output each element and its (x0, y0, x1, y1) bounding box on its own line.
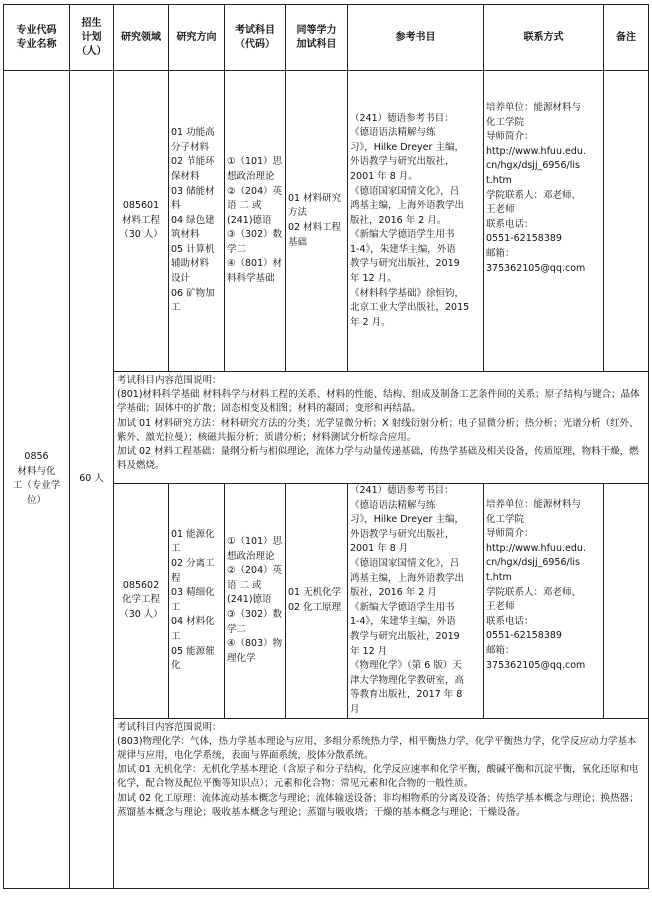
header-enrollment: 招生 计划 （人） (70, 5, 114, 71)
field-extra-subjects: 01 材料研究 方法 02 材料工程 基础 (286, 71, 348, 372)
field-row-085601 (4, 71, 649, 372)
major-code: 0856 (24, 451, 49, 463)
major-name-line: 位） (26, 494, 46, 506)
field-spec: 085601 材料工程 （30 人） (114, 71, 169, 372)
exam-scope-note: 考试科目内容范围说明： (803)物理化学：气体，热力学基本理论与应用，多组分系统热力学，相平衡热力学，化学平衡热力学，化学反应动力学基本规律与应用，电化学系统，表面与界面系统，胶体分散系统。 加试 01 无机化学：无机化学基本理论（含原子和分子结构，化学反应速率和化学平衡，酸碱平衡和沉淀平衡，氧化还原和电化学，配合物及配位平衡等知识点）；元素和化合物：常见元素和化合物的一般性质。 加试 02 化工原理：流体流动基本概念与理论；流体输送设备；非均相物系的分离及设备；传热学基本概念与理论；换热器；蒸馏基本概念与理论；吸收基本概念与理论；蒸馏与吸收塔；干燥的基本概念与理论；干燥设备。 (114, 718, 649, 888)
major-plan: 60 人 (70, 71, 114, 889)
field-subjects: ①（101）思 想政治理论 ②（204）英 语 二 或 (241)德语 ③（302）数 学二 ④（803）物 理化学 (225, 484, 286, 719)
exam-scope-note: 考试科目内容范围说明： (801)材料科学基础 材料科学与材料工程的关系、材料的性能、结构、组成及制备工艺条件间的关系；原子结构与键合；晶体学基础；固体中的扩散；固态相变及相图；材料的凝固；变形和再结晶。 加试 01 材料研究方法：材料研究方法的分类；光学显微分析；X 射线衍射分析；电子显微分析；热分析；光谱分析（红外、紫外、激光拉曼）；核磁共振分析；质谱分析；材料测试分析综合应用。 加试 02 材料工程基础：量纲分析与相似理论，流体力学与动量传递基础，传热学基础及相关设备，传质原理，物料干燥，燃料及燃烧。 (114, 372, 649, 484)
header-extra: 同等学力 加试科目 (286, 5, 348, 71)
field-reference-books: （241）德语参考书目： 《德语语法精解与练 习》，Hilke Dreyer 主编， 外语教学与研究出版社， 2001 年 8 月 《德语国家国情文化》，吕 鸿基主编，上海外语教学出 版社，2016 年 2 月 《新编大学德语学生用书 1-4》，朱建华主编，外语 教学与研究出版社，2019 年 12 月 《物理化学》（第 6 版）天 津大学物理化学教研室，高 等教育出版社，2017 年 8 月 (348, 484, 484, 719)
field-remark (604, 71, 649, 372)
admissions-table-wrapper (3, 4, 648, 889)
major-name-line: 材料与化 (17, 465, 56, 477)
field-extra-subjects: 01 无机化学 02 化工原理 (286, 484, 348, 719)
field-contact: 培养单位：能源材料与 化工学院 导师简介： http://www.hfuu.edu. cn/hgx/dsjj_6956/lis t.htm 学院联系人：邓老师、 王老师 联系电话： 0551-62158389 邮箱： 375362105@qq.com (484, 484, 604, 719)
major-name-line: 工（专业学 (12, 480, 61, 492)
header-code-name: 专业代码 专业名称 (4, 5, 70, 71)
header-contact: 联系方式 (484, 5, 604, 71)
field-subjects: ①（101）思 想政治理论 ②（204）英 语 二 或 (241)德语 ③（302）数 学二 ④（801）材 料科学基础 (225, 71, 286, 372)
field-contact: 培养单位：能源材料与 化工学院 导师简介： http://www.hfuu.edu. cn/hgx/dsjj_6956/lis t.htm 学院联系人：邓老师、 王老师 联系电话： 0551-62158389 邮箱： 375362105@qq.com (484, 71, 604, 372)
field-spec: 085602 化学工程 （30 人） (114, 484, 169, 719)
field-directions: 01 功能高 分子材料 02 节能环 保材料 03 储能材 料 04 绿色建 筑材料 05 计算机 辅助材料 设计 06 矿物加 工 (169, 71, 225, 372)
field-remark (604, 484, 649, 719)
header-books: 参考书目 (348, 5, 484, 71)
admissions-table (3, 4, 649, 889)
header-field: 研究领域 (114, 5, 169, 71)
header-remark: 备注 (604, 5, 649, 71)
header-direction: 研究方向 (169, 5, 225, 71)
major-cell (4, 71, 70, 889)
header-row (4, 5, 649, 71)
header-subjects: 考试科目 （代码） (225, 5, 286, 71)
field-directions: 01 能源化 工 02 分离工 程 03 精细化 工 04 材料化 工 05 能源催 化 (169, 484, 225, 719)
field-reference-books: （241）德语参考书目： 《德语语法精解与练 习》，Hilke Dreyer 主编， 外语教学与研究出版社， 2001 年 8 月。 《德语国家国情文化》，吕 鸿基主编，上海外语教学出 版社，2016 年 2 月。 《新编大学德语学生用书 1-4》，朱建华主编，外语 教学与研究出版社，2019 年 12 月。 《材料科学基础》徐恒钧， 北京工业大学出版社，2015 年 2 月。 (348, 71, 484, 372)
